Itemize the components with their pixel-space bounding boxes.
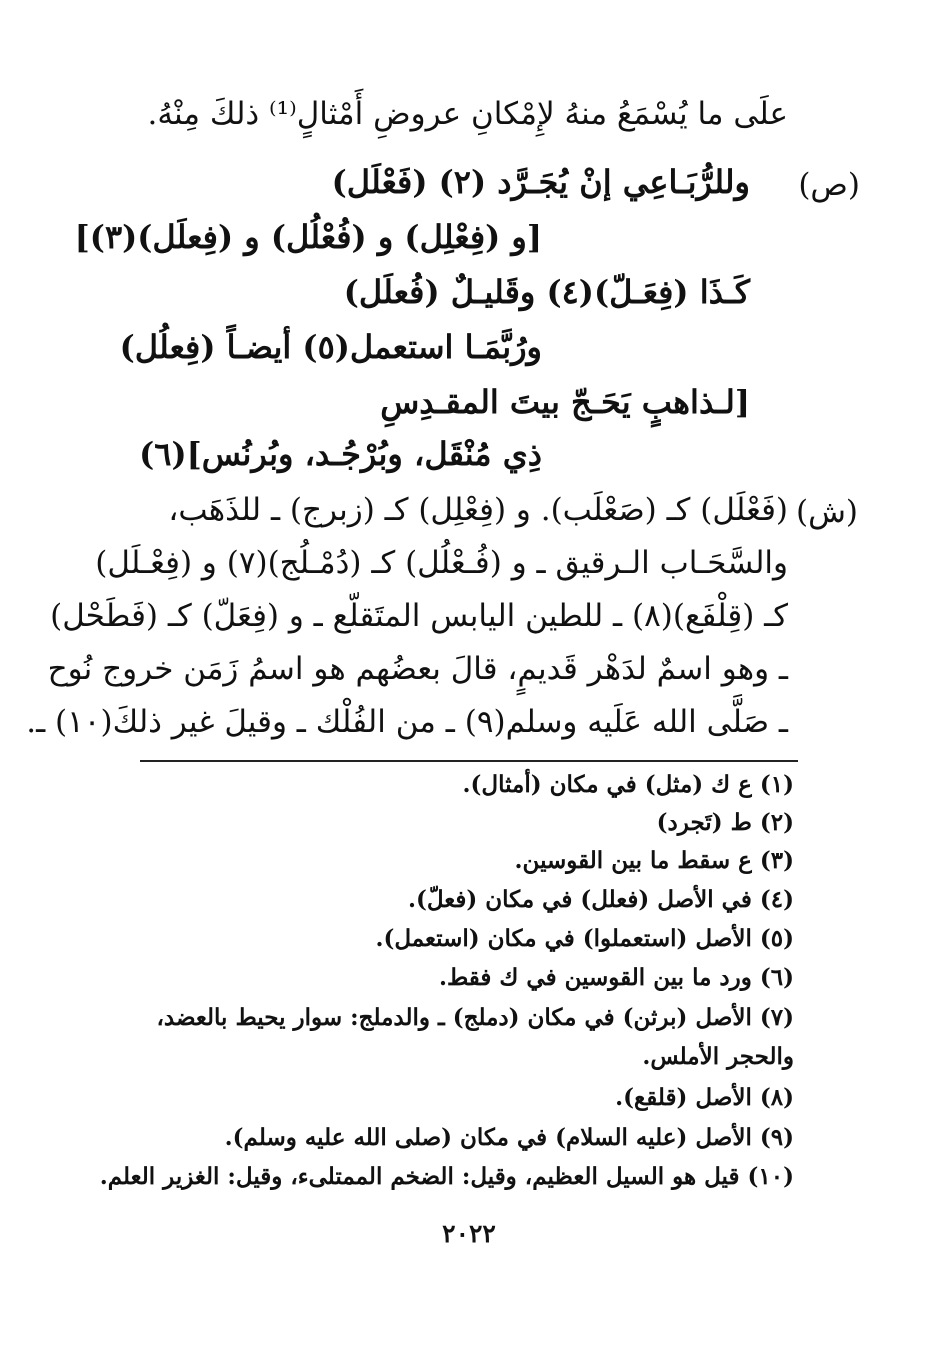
footnote-3: (٣) ع سقط ما بين القوسين. xyxy=(514,847,794,874)
commentary-line-3: كـ (قِلْفَع)(٨) ـ للطين اليابس المتَقلّع ـ و (فِعَلّ) كـ (فَطَحْل) xyxy=(50,598,788,634)
page-number: ٢٠٢٢ xyxy=(442,1219,496,1248)
matn-marker: (ص) xyxy=(798,167,860,203)
verse-line-6: ذِي مُنْقَل، وبُرْجُـد، وبُرنُس](٦) xyxy=(139,435,542,473)
commentary-line-2: والسَّحَـاب الـرقيق ـ و (فُـعْلُل) كـ (دُمْـلُج)(٧) و (فِعْـلَل) xyxy=(95,545,788,581)
commentary-line-5: ـ صَلَّى الله عَلَيه وسلم(٩) ـ من الفُلْك ـ وقيلَ غير ذلكَ(١٠) ـ. xyxy=(26,704,788,740)
footnote-2: (٢) ط (تَجرد) xyxy=(656,809,794,836)
footnote-8: (٨) الأصل (قلقع). xyxy=(615,1084,794,1111)
opening-line: علَى ما يُسْمَعُ منهُ لإِمْكانِ عروضِ أَمْثالٍ⁽¹⁾ ذلكَ مِنْهُ. xyxy=(147,96,788,132)
verse-line-2: [و (فِعْلِل) و (فُعْلُل) و (فِعلَل)(٣)] xyxy=(74,218,542,256)
verse-line-3: كَـذَا (فِعَـلّ)(٤) وقَليـلٌ (فُعلَل) xyxy=(343,273,750,311)
footnote-divider xyxy=(140,760,798,762)
commentary-line-1: (فَعْلَل) كـ (صَعْلَب). و (فِعْلِل) كـ (زبرج) ـ للذَهَب، xyxy=(168,492,788,528)
footnote-6: (٦) ورد ما بين القوسين في ك فقط. xyxy=(438,964,794,991)
footnote-5: (٥) الأصل (استعملوا) في مكان (استعمل). xyxy=(375,925,794,952)
verse-line-4: ورُبَّمَـا استعمل(٥) أيضـاً (فِعلُل) xyxy=(119,328,542,366)
footnote-1: (١) ع ك (مثل) في مكان (أمثال). xyxy=(462,771,794,798)
footnote-9: (٩) الأصل (عليه السلام) في مكان (صلى الله عليه وسلم). xyxy=(224,1124,794,1151)
verse-line-1: وللرُّبَـاعِي إنْ يُجَـرَّد (٢) (فَعْلَل) xyxy=(331,163,750,201)
footnote-4: (٤) في الأصل (فعلل) في مكان (فعلّ). xyxy=(407,886,794,913)
commentary-line-4: ـ وهو اسمٌ لدَهْر قَديمٍ، قالَ بعضُهم هو اسمُ زَمَن خروج نُوح xyxy=(47,651,788,687)
verse-line-5: [لـذاهبٍ يَحَـجّ بيتَ المقـدِسِ xyxy=(380,383,750,421)
commentary-marker: (ش) xyxy=(795,494,858,530)
footnote-7-continuation: والحجر الأملس. xyxy=(642,1043,794,1070)
footnote-7: (٧) الأصل (برثن) في مكان (دملج) ـ والدملج: سوار يحيط بالعضد، xyxy=(156,1004,794,1031)
footnote-10: (١٠) قيل هو السيل العظيم، وقيل: الضخم الممتلىء، وقيل: الغزير العلم. xyxy=(99,1163,794,1190)
